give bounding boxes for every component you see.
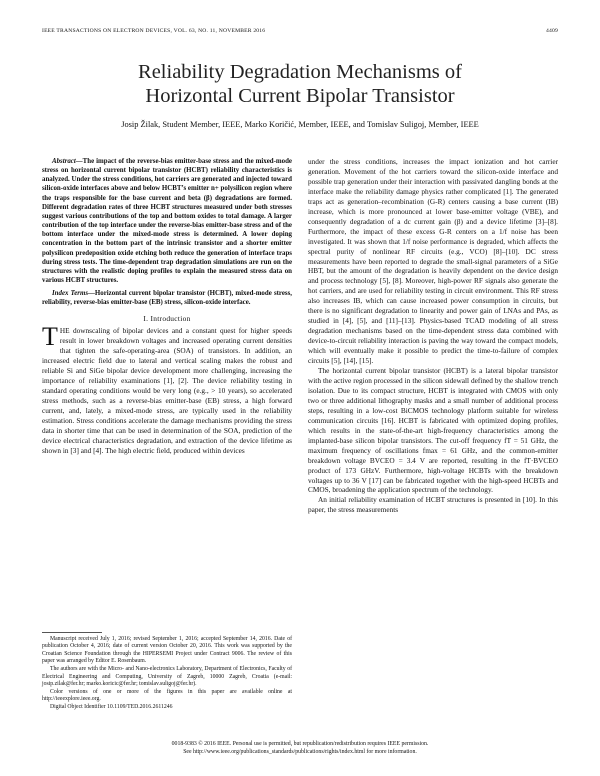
title-line-1: Reliability Degradation Mechanisms of	[138, 61, 462, 83]
drop-cap: T	[42, 322, 58, 352]
left-column	[42, 157, 292, 456]
abstract-label: Abstract—	[52, 158, 83, 165]
abstract-text: The impact of the reverse-bias emitter-base stress and the mixed-mode stress on horizontal current bipolar transistor (HCBT) reliability characteristics is analyzed. Under the stress conditions, hot carriers are generated and injected toward silicon-oxide interfaces above and below HCBT’s emitter n+ polysilicon region where the traps responsible for the base current and beta (β) degradations are formed. Different degradation rates of three HCBT structures measured under both stresses suggest various contributions of the top and bottom oxides to total damage. A larger contribution of the top interface under the reverse-bias emitter-base stress and of the bottom interface under the mixed-mode stress is determined. A lower doping concentration in the bottom part of the intrinsic transistor and a shorter emitter polysilicon predeposition oxide etching both reduce the generation of interface traps during stress tests. The time-dependent trap degradation simulations are run on the structures with the realistic doping profiles to explain the measured stress data on various HCBT structures.	[42, 158, 292, 285]
footnotes	[42, 636, 292, 712]
title-line-2: Horizontal Current Bipolar Transistor	[145, 85, 455, 107]
body-paragraph: under the stress conditions, increases the impact ionization and hot carrier generation. Movement of the hot carriers toward the silicon-oxide interface and possible trap generation under their interaction with passivated dangling bonds at the interface make the reliability damage physics rather complicated [1]. The generated traps act as generation–recombination (G-R) centers causing a base current (IB) increase, which is more pronounced at lower base-emitter voltage (VBE), and consequently degradation of a dc current gain (β) and a device lifetime [3]–[8]. Furthermore, the impact of these excess G-R centers on a 1/f noise has been investigated. It was shown that 1/f noise performance is degraded, which affects the spectral purity of nonlinear RF circuits (e.g., VCO) [8]–[10]. DC stress measurements have been reported to degrade the small-signal parameters of a SiGe HBT, but the amount of the degradation is heavily dependent on the device design and process technology [5], [8]. Moreover, high-power RF signals also generate the hot carriers, and are used for reliability testing in circuit environment. This RF stress also increases IB, which can cause increased power consumption in circuits, but there is no significant degradation to linearity and power gain of LNAs and PAs, as studied in [4], [5], and [11]–[13]. Physics-based TCAD modeling of all stress degradation mechanisms based on the time-dependent stress data combined with device-to-circuit reliability interaction is paving the way toward the compact models, which will eventually make it possible to predict the time-to-failure of complex circuits [5], [14], [15].	[308, 157, 558, 366]
section-heading-introduction: I. Introduction	[143, 313, 191, 323]
intro-paragraph	[42, 322, 292, 455]
journal-header: IEEE TRANSACTIONS ON ELECTRON DEVICES, VOL. 63, NO. 11, NOVEMBER 2016	[42, 28, 266, 34]
index-terms-text: Horizontal current bipolar transistor (HCBT), mixed-mode stress, reliability, reverse-bias emitter-base (EB) stress, silicon-oxide interface.	[42, 290, 293, 307]
copyright-footer	[42, 740, 558, 756]
footnote-doi: Digital Object Identifier 10.1109/TED.2016.2611246	[50, 704, 173, 711]
footnote-rule	[42, 632, 102, 633]
body-paragraph: An initial reliability examination of HCBT structures is presented in [10]. In this paper, the stress measurements	[308, 495, 558, 515]
footnote-received: Manuscript received July 1, 2016; revised September 1, 2016; accepted September 14, 2016. Date of publication October 4, 2016; date of current version October 20, 2016. This work was supported by the Croatian Science Foundation through the HIPERSEMI Project under Contract 9006. The review of this paper was arranged by Editor E. Rosenbaum.	[42, 636, 292, 665]
copyright-line: 0018-9383 © 2016 IEEE. Personal use is permitted, but republication/redistribution requires IEEE permission.	[171, 741, 429, 747]
page-number: 4409	[546, 28, 558, 34]
index-terms-label: Index Terms—	[52, 290, 95, 298]
paper-title	[40, 60, 560, 108]
running-header	[42, 28, 558, 34]
body-paragraph: The horizontal current bipolar transistor (HCBT) is a lateral bipolar transistor with the active region processed in the silicon sidewall defined by the shallow trench isolation. Due to its compact structure, HCBT is integrated with CMOS with only two or three additional lithography masks and a small number of additional process steps, resulting in a low-cost BiCMOS technology platform suitable for wireless communication circuits [16]. HCBT is fabricated with optimized doping profiles, which results in the state-of-the-art high-frequency characteristics among the implanted-base silicon bipolar transistors. The cut-off frequency fT = 51 GHz, the maximum frequency of oscillations fmax = 61 GHz, and the common-emitter breakdown voltage BVCEO = 3.4 V are reported, resulting in the fT·BVCEO product of 173 GHzV. Furthermore, high-voltage HCBTs with the breakdown voltages up to 36 V [17] can be fabricated together with the high-speed HCBTs and CMOS, broadening the application spectrum of the technology.	[308, 366, 558, 495]
footnote-color: Color versions of one or more of the figures in this paper are available online at http://ieeexplore.ieee.org.	[42, 688, 292, 703]
footnote-affiliation: The authors are with the Micro- and Nano-electronics Laboratory, Department of Electronics, Faculty of Electrical Engineering and Computing, University of Zagreb, 10000 Zagreb, Croatia (e-mail: josip.zilak@fer.hr; marko.koricic@fer.hr; tomislav.suligoj@fer.hr).	[42, 666, 292, 687]
index-terms	[42, 289, 292, 307]
author-list: Josip Žilak, Student Member, IEEE, Marko Koričić, Member, IEEE, and Tomislav Suligoj, Member, IEEE	[121, 120, 479, 129]
rights-link-line: See http://www.ieee.org/publications_standards/publications/rights/index.html for more information.	[183, 749, 417, 755]
intro-text: HE downscaling of bipolar devices and a constant quest for higher speeds result in lower breakdown voltages and increased operating current densities that tighten the safe-operating-area (SOA) of transistors. In addition, an increased electric field due to lateral and vertical scaling makes the robust and reliable Si and SiGe bipolar device development more challenging, increasing the importance of reliability examinations [1], [2]. The device reliability testing in standard operating conditions would be very long (e.g., > 10 years), so accelerated stress methods, such as a reverse-bias emitter-base (EB) stress, a high forward current, and, lately, a mixed-mode stress, are typically used in the reliability estimation. Stress conditions accelerate the damage mechanisms providing the stress data in shorter time that can be used in determination of the SOA, prediction of the device electrical characteristics degradation, and extraction of the device lifetime as shown in [3] and [4]. The high electric field, produced within devices	[42, 326, 292, 455]
right-column	[308, 157, 558, 515]
abstract	[42, 157, 292, 285]
